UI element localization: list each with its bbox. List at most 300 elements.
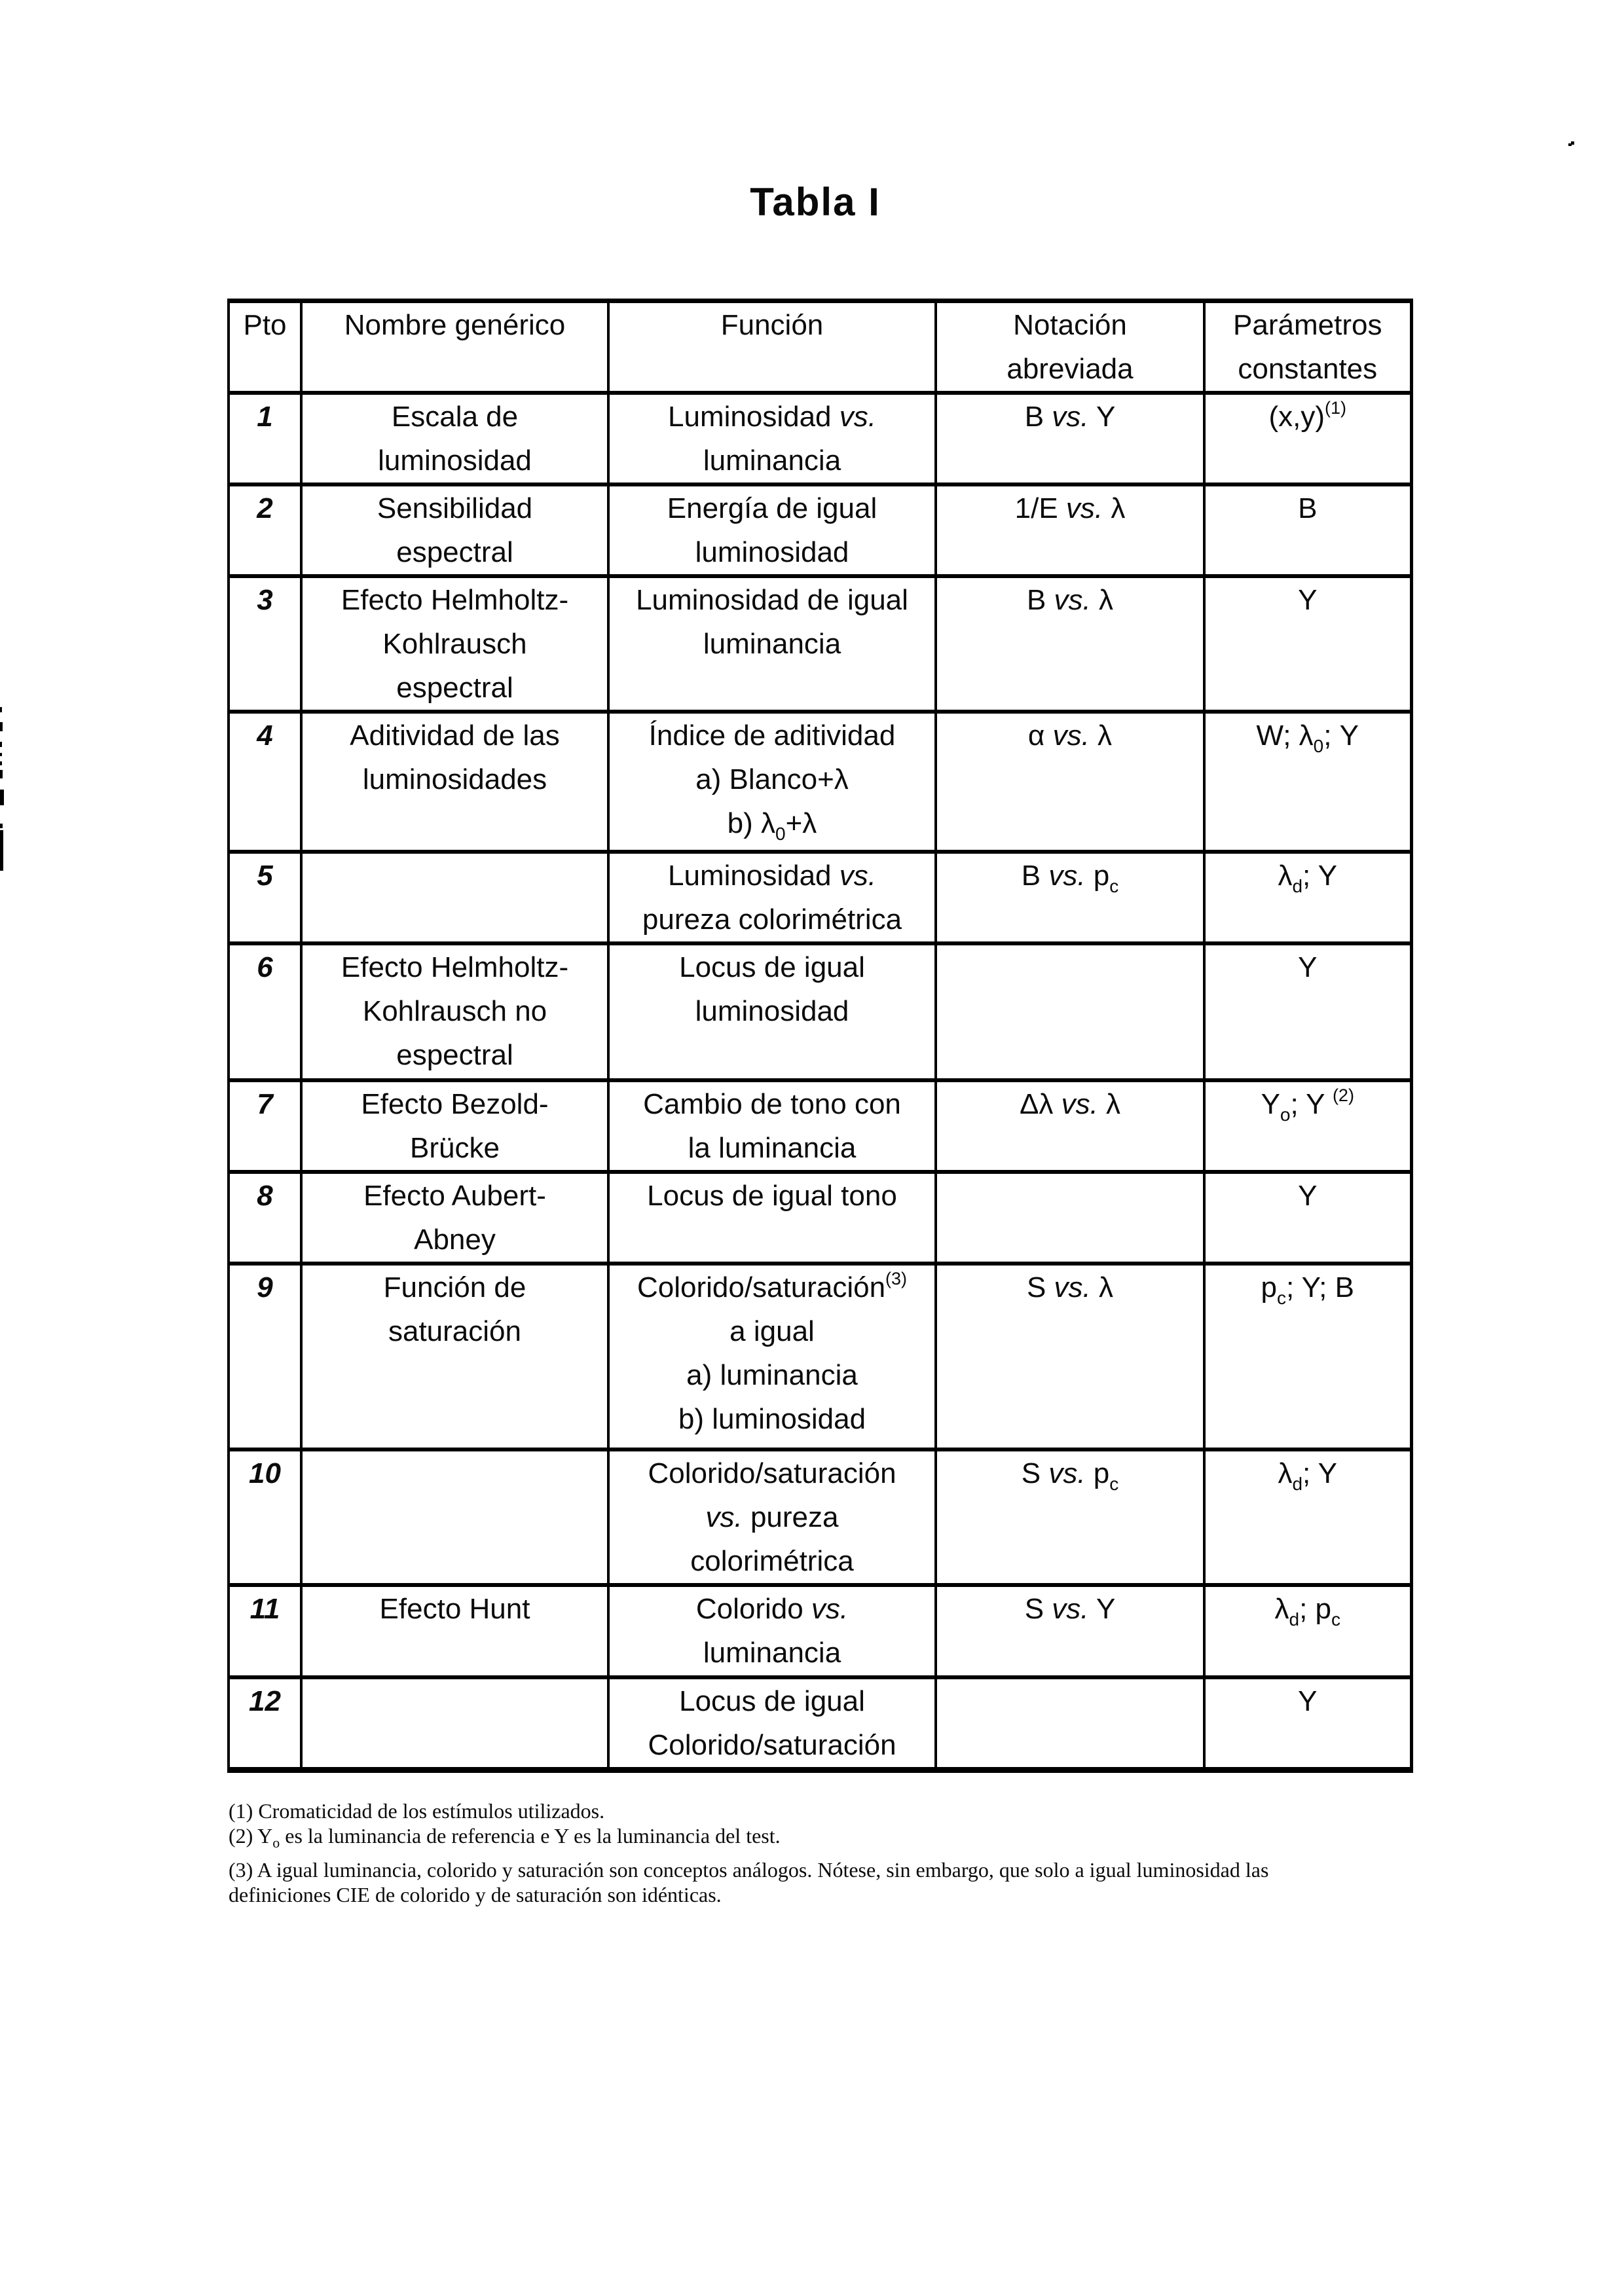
text-line	[1206, 395, 1410, 439]
text-segment: vs.	[1052, 401, 1089, 433]
text-line	[303, 530, 607, 574]
text-line	[303, 486, 607, 530]
cell-nombre	[301, 852, 608, 943]
cell-funcion	[608, 576, 936, 712]
cell-notacion	[936, 1080, 1204, 1172]
row-number: 6	[257, 951, 273, 983]
text-line	[610, 1309, 934, 1353]
text-line	[937, 714, 1203, 757]
text-line	[937, 486, 1203, 530]
text-segment: B	[1298, 492, 1318, 524]
cell-funcion	[608, 1449, 936, 1585]
row-number: 4	[257, 720, 273, 752]
text-segment: c	[1109, 1474, 1119, 1494]
cell-funcion	[608, 1080, 936, 1172]
table-row-2	[229, 484, 1411, 576]
text-segment: colorimétrica	[690, 1545, 854, 1577]
text-line	[610, 757, 934, 801]
text-segment: Y	[1298, 1685, 1318, 1717]
text-segment: a igual	[729, 1315, 815, 1347]
text-segment: S	[1024, 1593, 1052, 1625]
text-line	[1206, 1266, 1410, 1309]
cell-parametros	[1204, 393, 1411, 484]
table-body	[229, 301, 1411, 1770]
cell-nombre	[301, 576, 608, 712]
cell-nombre	[301, 1677, 608, 1770]
column-header-nombre	[301, 301, 608, 393]
text-line	[1206, 854, 1410, 898]
text-segment: λ	[1090, 1271, 1114, 1303]
text-line	[610, 854, 934, 898]
text-segment: Kohlrausch	[382, 628, 527, 660]
cell-notacion	[936, 1585, 1204, 1677]
text-line	[610, 1495, 934, 1539]
cell-funcion	[608, 1264, 936, 1449]
text-line	[610, 578, 934, 622]
text-segment: Índice de aditividad	[648, 720, 896, 752]
cell-parametros	[1204, 712, 1411, 852]
text-line	[937, 303, 1203, 347]
text-line	[229, 1798, 1414, 1823]
text-segment: p	[1085, 1457, 1110, 1489]
text-segment: Locus de igual tono	[647, 1180, 897, 1212]
text-line	[229, 1823, 1414, 1851]
text-segment: Y	[1298, 1180, 1318, 1212]
cell-pto	[229, 712, 301, 852]
text-line	[1206, 1174, 1410, 1218]
text-segment: λ	[1278, 1457, 1293, 1489]
text-line	[303, 1033, 607, 1077]
text-line	[303, 1218, 607, 1262]
text-line	[303, 303, 607, 347]
text-segment: Pto	[243, 309, 287, 341]
text-line	[610, 622, 934, 666]
text-segment: S	[1026, 1271, 1054, 1303]
cell-pto	[229, 1677, 301, 1770]
text-segment: ; Y	[1302, 1457, 1338, 1489]
text-line	[303, 666, 607, 710]
footnote-3	[229, 1857, 1414, 1907]
text-line	[610, 1539, 934, 1583]
text-segment: vs.	[811, 1593, 849, 1625]
footnote-1	[229, 1798, 1414, 1823]
text-segment: Brücke	[410, 1132, 500, 1164]
text-line	[610, 714, 934, 757]
cell-parametros	[1204, 484, 1411, 576]
cell-funcion	[608, 712, 936, 852]
text-line	[937, 1587, 1203, 1631]
text-segment: luminancia	[703, 1637, 841, 1669]
text-line	[1206, 1082, 1410, 1126]
text-line	[303, 989, 607, 1033]
text-line	[303, 622, 607, 666]
cell-pto	[229, 1449, 301, 1585]
text-segment: +λ	[785, 807, 817, 839]
cell-notacion	[936, 393, 1204, 484]
text-line	[303, 395, 607, 439]
cell-parametros	[1204, 852, 1411, 943]
row-number: 2	[257, 492, 273, 524]
table-row-12	[229, 1677, 1411, 1770]
text-line	[229, 1882, 1414, 1907]
text-segment: luminosidades	[362, 763, 547, 795]
text-line	[1206, 347, 1410, 391]
text-line	[937, 395, 1203, 439]
scan-artifact	[0, 790, 4, 805]
cell-funcion	[608, 943, 936, 1080]
text-segment: Efecto Hunt	[379, 1593, 530, 1625]
cell-funcion	[608, 852, 936, 943]
text-segment: Función de	[383, 1271, 526, 1303]
text-segment: vs.	[1048, 1457, 1086, 1489]
text-line	[937, 578, 1203, 622]
text-segment: Y	[1088, 1593, 1116, 1625]
text-line	[610, 530, 934, 574]
text-segment: abreviada	[1006, 353, 1134, 385]
scan-artifact	[0, 770, 3, 778]
text-segment: B	[1024, 401, 1052, 433]
text-segment: c	[1277, 1288, 1287, 1308]
text-line	[610, 989, 934, 1033]
text-segment: a) Blanco+λ	[695, 763, 849, 795]
scan-artifact	[0, 707, 2, 712]
scan-artifact	[1571, 141, 1574, 145]
text-segment: ; Y; B	[1286, 1271, 1354, 1303]
cell-parametros	[1204, 943, 1411, 1080]
text-line	[1206, 1679, 1410, 1723]
cell-notacion	[936, 1172, 1204, 1264]
text-segment: d	[1292, 876, 1303, 896]
text-line	[937, 1451, 1203, 1495]
text-segment: 0	[775, 824, 786, 844]
text-segment: λ	[1090, 584, 1114, 616]
text-segment: vs.	[1061, 1088, 1098, 1120]
scan-artifact	[0, 824, 3, 828]
text-line	[1206, 1587, 1410, 1631]
text-line	[610, 1679, 934, 1723]
cell-funcion	[608, 1585, 936, 1677]
text-line	[303, 714, 607, 757]
text-line	[610, 1397, 934, 1441]
text-segment: espectral	[396, 672, 513, 704]
cell-parametros	[1204, 576, 1411, 712]
text-segment: o	[1280, 1104, 1291, 1125]
cell-notacion	[936, 1449, 1204, 1585]
row-number: 10	[249, 1457, 281, 1489]
text-segment: luminosidad	[378, 445, 532, 477]
text-line	[610, 1174, 934, 1218]
text-segment: Luminosidad	[668, 401, 840, 433]
cell-notacion	[936, 943, 1204, 1080]
text-segment: vs.	[839, 860, 876, 892]
text-segment: saturación	[388, 1315, 521, 1347]
cell-parametros	[1204, 1449, 1411, 1585]
cell-funcion	[608, 393, 936, 484]
text-line	[610, 395, 934, 439]
text-segment: p	[1085, 860, 1110, 892]
text-segment: Luminosidad	[668, 860, 840, 892]
cell-funcion	[608, 1677, 936, 1770]
cell-notacion	[936, 712, 1204, 852]
text-segment: (1)	[1325, 398, 1347, 418]
table-row-5	[229, 852, 1411, 943]
text-segment: Y	[1261, 1088, 1280, 1120]
text-segment: b) λ	[727, 807, 776, 839]
table-row-11	[229, 1585, 1411, 1677]
scan-artifact	[0, 830, 3, 871]
text-segment: luminosidad	[695, 536, 849, 568]
row-number: 12	[249, 1685, 281, 1717]
cell-parametros	[1204, 1080, 1411, 1172]
cell-parametros	[1204, 1677, 1411, 1770]
text-segment: λ	[1103, 492, 1126, 524]
text-line	[610, 1631, 934, 1675]
text-line	[229, 1857, 1414, 1882]
text-segment: Y	[1298, 951, 1318, 983]
text-line	[610, 1353, 934, 1397]
text-line	[1206, 1451, 1410, 1495]
cell-nombre	[301, 943, 608, 1080]
cell-pto	[229, 576, 301, 712]
text-line	[230, 303, 300, 347]
text-segment: a) luminancia	[686, 1359, 858, 1391]
text-line	[303, 1266, 607, 1309]
text-segment: (1) Cromaticidad de los estímulos utilizados.	[229, 1799, 605, 1823]
text-segment: vs.	[1048, 860, 1086, 892]
text-segment: 1/E	[1014, 492, 1066, 524]
text-line	[610, 1723, 934, 1767]
text-segment: B	[1021, 860, 1049, 892]
text-segment: espectral	[396, 536, 513, 568]
text-line	[303, 945, 607, 989]
text-line	[610, 439, 934, 483]
table-row-9	[229, 1264, 1411, 1449]
text-line	[610, 801, 934, 845]
text-line	[610, 898, 934, 941]
row-number: 9	[257, 1271, 273, 1303]
text-segment: λ	[1089, 720, 1113, 752]
text-line	[937, 854, 1203, 898]
text-segment: (2) Y	[229, 1824, 273, 1848]
text-line	[610, 1451, 934, 1495]
text-segment: Efecto Bezold-	[361, 1088, 549, 1120]
text-segment: vs.	[705, 1501, 743, 1533]
cell-nombre	[301, 712, 608, 852]
table-row-1	[229, 393, 1411, 484]
cell-funcion	[608, 1172, 936, 1264]
text-segment: Efecto Helmholtz-	[341, 951, 569, 983]
cell-pto	[229, 852, 301, 943]
text-line	[1206, 486, 1410, 530]
text-segment: Parámetros	[1233, 309, 1382, 341]
text-line	[1206, 303, 1410, 347]
cell-pto	[229, 484, 301, 576]
text-segment: Locus de igual	[679, 1685, 865, 1717]
text-segment: d	[1292, 1474, 1303, 1494]
text-segment: Efecto Helmholtz-	[341, 584, 569, 616]
text-segment: λ	[1278, 860, 1293, 892]
text-segment: Luminosidad de igual	[636, 584, 908, 616]
text-line	[937, 1266, 1203, 1309]
text-segment: Aditividad de las	[350, 720, 560, 752]
text-segment: ; Y	[1302, 860, 1338, 892]
text-segment: (3) A igual luminancia, colorido y saturación son conceptos análogos. Nótese, sin embargo, que solo a igual luminosidad las	[229, 1858, 1269, 1882]
text-segment: Efecto Aubert-	[363, 1180, 546, 1212]
text-segment: (x,y)	[1268, 401, 1325, 433]
text-segment: Colorido/saturación	[648, 1729, 896, 1761]
text-line	[303, 1174, 607, 1218]
text-line	[610, 1126, 934, 1170]
column-header-notacion	[936, 301, 1204, 393]
text-segment: vs.	[839, 401, 876, 433]
row-number: 7	[257, 1088, 273, 1120]
text-line	[303, 578, 607, 622]
text-segment: d	[1289, 1609, 1300, 1630]
column-header-funcion	[608, 301, 936, 393]
scan-artifact	[0, 742, 2, 747]
text-segment: Colorido/saturación	[648, 1457, 896, 1489]
text-line	[1206, 714, 1410, 757]
row-number: 11	[249, 1593, 280, 1625]
cell-notacion	[936, 484, 1204, 576]
text-segment: vs.	[1065, 492, 1103, 524]
cell-parametros	[1204, 1585, 1411, 1677]
text-segment: b) luminosidad	[678, 1403, 866, 1435]
table-header-row	[229, 301, 1411, 393]
table-row-10	[229, 1449, 1411, 1585]
cell-notacion	[936, 1264, 1204, 1449]
text-segment: p	[1261, 1271, 1278, 1303]
text-line	[610, 1587, 934, 1631]
text-segment: Abney	[414, 1224, 496, 1256]
text-segment: definiciones CIE de colorido y de saturación son idénticas.	[229, 1883, 722, 1906]
cell-notacion	[936, 852, 1204, 943]
text-line	[610, 303, 934, 347]
text-line	[303, 1587, 607, 1631]
text-segment: Función	[720, 309, 824, 341]
cell-nombre	[301, 1080, 608, 1172]
cell-pto	[229, 1264, 301, 1449]
text-segment: Energía de igual	[667, 492, 877, 524]
table-row-4	[229, 712, 1411, 852]
text-segment: luminosidad	[695, 995, 849, 1027]
text-segment: Colorido/saturación	[637, 1271, 886, 1303]
text-segment: Notación	[1013, 309, 1127, 341]
text-segment: α	[1027, 720, 1053, 752]
text-line	[1206, 578, 1410, 622]
row-number: 3	[257, 584, 273, 616]
text-segment: pureza colorimétrica	[642, 903, 902, 936]
text-segment: Locus de igual	[679, 951, 865, 983]
text-segment: W; λ	[1256, 720, 1314, 752]
text-segment: B	[1026, 584, 1054, 616]
column-header-parametros	[1204, 301, 1411, 393]
text-line	[937, 347, 1203, 391]
text-segment: luminancia	[703, 445, 841, 477]
text-segment: Sensibilidad	[377, 492, 533, 524]
text-segment: 0	[1313, 736, 1324, 756]
text-segment: la luminancia	[688, 1132, 857, 1164]
text-line	[610, 945, 934, 989]
table-row-8	[229, 1172, 1411, 1264]
text-segment: Escala de	[391, 401, 519, 433]
scan-artifact	[0, 761, 2, 765]
text-segment: ; Y	[1290, 1088, 1333, 1120]
row-number: 1	[257, 401, 273, 433]
text-segment: λ	[1098, 1088, 1121, 1120]
text-segment: Δλ	[1019, 1088, 1061, 1120]
text-segment: vs.	[1052, 1593, 1089, 1625]
cell-notacion	[936, 1677, 1204, 1770]
text-segment: c	[1109, 876, 1119, 896]
footnote-2	[229, 1823, 1414, 1851]
cell-nombre	[301, 1585, 608, 1677]
text-segment: espectral	[396, 1039, 513, 1071]
cell-pto	[229, 943, 301, 1080]
text-segment: luminancia	[703, 628, 841, 660]
cell-nombre	[301, 1264, 608, 1449]
cell-nombre	[301, 393, 608, 484]
text-line	[303, 1309, 607, 1353]
text-segment: Cambio de tono con	[643, 1088, 901, 1120]
row-number: 8	[257, 1180, 273, 1212]
text-segment: Y	[1088, 401, 1116, 433]
scan-artifact	[0, 722, 3, 731]
cell-funcion	[608, 484, 936, 576]
text-line	[610, 1082, 934, 1126]
text-segment: vs.	[1052, 720, 1090, 752]
row-number: 5	[257, 860, 273, 892]
cell-notacion	[936, 576, 1204, 712]
text-segment: constantes	[1238, 353, 1378, 385]
cell-pto	[229, 1080, 301, 1172]
cell-parametros	[1204, 1172, 1411, 1264]
text-segment: (3)	[885, 1269, 908, 1288]
scan-artifact	[0, 753, 2, 756]
text-line	[610, 486, 934, 530]
text-segment: c	[1331, 1609, 1340, 1630]
table-row-3	[229, 576, 1411, 712]
column-header-pto	[229, 301, 301, 393]
cell-pto	[229, 393, 301, 484]
text-segment: o	[272, 1834, 280, 1851]
text-segment: S	[1021, 1457, 1049, 1489]
text-segment: Y	[1298, 584, 1318, 616]
table-row-7	[229, 1080, 1411, 1172]
footnotes	[229, 1798, 1414, 1907]
cell-parametros	[1204, 1264, 1411, 1449]
cell-nombre	[301, 1449, 608, 1585]
cell-pto	[229, 1585, 301, 1677]
text-segment: es la luminancia de referencia e Y es la luminancia del test.	[280, 1824, 781, 1848]
cell-pto	[229, 1172, 301, 1264]
table-row-6	[229, 943, 1411, 1080]
text-segment: ; Y	[1323, 720, 1359, 752]
text-line	[303, 439, 607, 483]
text-segment: λ	[1274, 1593, 1289, 1625]
text-segment: Nombre genérico	[344, 309, 566, 341]
text-segment: vs.	[1054, 584, 1091, 616]
text-segment: (2)	[1332, 1085, 1354, 1105]
text-segment: Colorido	[695, 1593, 811, 1625]
text-line	[937, 1082, 1203, 1126]
text-line	[303, 757, 607, 801]
text-segment: vs.	[1054, 1271, 1091, 1303]
text-line	[610, 1266, 934, 1309]
text-line	[1206, 945, 1410, 989]
text-segment: ; p	[1299, 1593, 1331, 1625]
cell-nombre	[301, 1172, 608, 1264]
